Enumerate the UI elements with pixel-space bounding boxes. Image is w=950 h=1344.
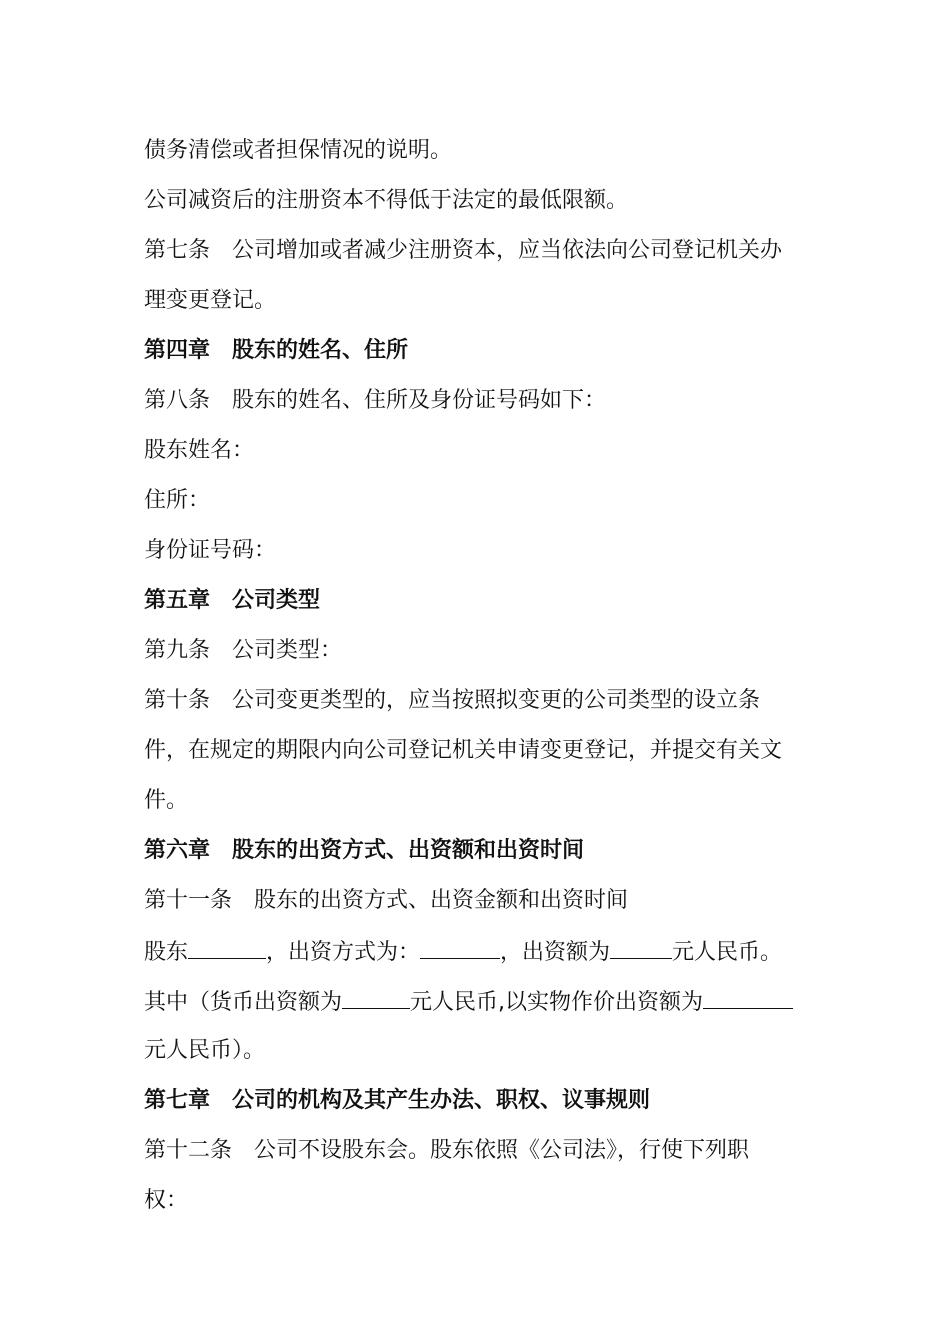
paragraph-line: [144, 1036, 816, 1066]
address-field: [144, 486, 816, 516]
text: 件，在规定的期限内向公司登记机关申请变更登记，并提交有关文: [144, 738, 783, 763]
paragraph-line: [144, 186, 816, 216]
chapter-title: 公司的机构及其产生办法、职权、议事规则: [232, 1088, 651, 1113]
inkind-amount-blank[interactable]: [703, 986, 793, 1009]
chapter-number: 第五章: [144, 588, 211, 613]
article-text: 股东的姓名、住所及身份证号码如下：: [232, 388, 607, 413]
text: 件。: [144, 788, 189, 813]
article-number: 第八条: [144, 388, 211, 413]
text: 权：: [144, 1188, 189, 1213]
article-7: [144, 236, 816, 266]
article-number: 第九条: [144, 638, 211, 663]
article-11: [144, 886, 816, 916]
field-label: 住所：: [144, 488, 211, 513]
paragraph-line: [144, 736, 816, 766]
text: 元人民币,以实物作价出资额为: [410, 990, 704, 1015]
text: 债务清偿或者担保情况的说明。: [144, 138, 453, 163]
text: 元人民币。: [672, 940, 783, 965]
paragraph-line: [144, 136, 816, 166]
article-number: 第七条: [144, 238, 211, 263]
text: ，出资额为: [500, 940, 611, 965]
article-9: [144, 636, 816, 666]
chapter-6-heading: [144, 836, 816, 866]
article-10: [144, 686, 816, 716]
method-blank[interactable]: [420, 936, 500, 959]
article-12: [144, 1136, 816, 1166]
article-text: 公司增加或者减少注册资本，应当依法向公司登记机关办: [232, 238, 783, 263]
amount-blank[interactable]: [610, 936, 672, 959]
text: 公司减资后的注册资本不得低于法定的最低限额。: [144, 188, 629, 213]
text: ，出资方式为：: [266, 940, 421, 965]
chapter-title: 股东的出资方式、出资额和出资时间: [232, 838, 585, 863]
chapter-number: 第七章: [144, 1088, 211, 1113]
article-text: 公司不设股东会。股东依照《公司法》，行使下列职: [254, 1138, 750, 1163]
chapter-title: 公司类型: [232, 588, 321, 613]
contribution-line: [144, 936, 816, 968]
paragraph-line: [144, 1186, 816, 1216]
shareholder-name-field: [144, 436, 816, 466]
field-label: 身份证号码：: [144, 538, 277, 563]
chapter-number: 第四章: [144, 338, 211, 363]
chapter-number: 第六章: [144, 838, 211, 863]
article-8: [144, 386, 816, 416]
article-text: 公司变更类型的，应当按照拟变更的公司类型的设立条: [232, 688, 761, 713]
chapter-5-heading: [144, 586, 816, 616]
text: 股东: [144, 940, 189, 965]
id-number-field: [144, 536, 816, 566]
text: 理变更登记。: [144, 288, 277, 313]
currency-amount-blank[interactable]: [342, 986, 410, 1009]
article-number: 第十条: [144, 688, 211, 713]
paragraph-line: [144, 786, 816, 816]
paragraph-line: [144, 286, 816, 316]
article-text: 公司类型：: [232, 638, 343, 663]
contribution-detail-line: [144, 986, 816, 1018]
article-number: 第十二条: [144, 1138, 233, 1163]
text: 其中（货币出资额为: [144, 990, 343, 1015]
chapter-title: 股东的姓名、住所: [232, 338, 409, 363]
field-label: 股东姓名：: [144, 438, 255, 463]
chapter-4-heading: [144, 336, 816, 366]
article-number: 第十一条: [144, 888, 233, 913]
text: 元人民币）。: [144, 1038, 266, 1063]
chapter-7-heading: [144, 1086, 816, 1116]
shareholder-blank[interactable]: [188, 936, 266, 959]
article-text: 股东的出资方式、出资金额和出资时间: [254, 888, 629, 913]
